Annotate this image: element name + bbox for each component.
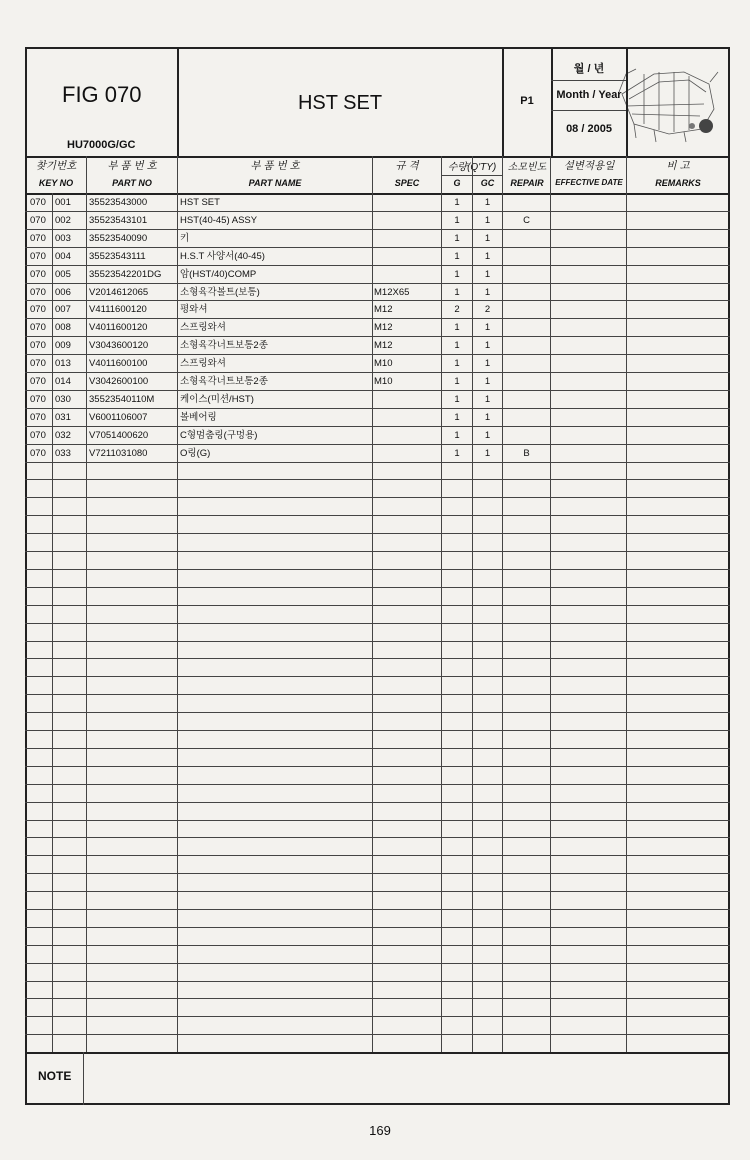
row-repair [503,409,550,426]
col-key-ko: 찾기번호 [35,160,77,172]
row-name: HST SET [180,197,220,208]
row-key: 014 [55,376,71,387]
row-repair [503,248,550,265]
row-part-no: V4011600120 [89,322,148,333]
row-repair [503,355,550,372]
row-gc: 1 [484,430,491,441]
page-code: P1 [520,95,534,107]
row-repair [503,194,550,211]
row-name: 암(HST/40)COMP [180,269,257,280]
row-fig: 070 [30,269,46,280]
row-part-no: V6001106007 [89,412,148,423]
row-repair [503,391,550,408]
row-name: C형멈춤링(구멍용) [180,430,258,441]
row-name: 스프링와셔 [180,322,226,333]
row-g: 1 [454,412,460,423]
row-fig: 070 [30,215,46,226]
row-spec: M10 [374,376,393,387]
row-name: 스프링와셔 [180,358,226,369]
row-fig: 070 [30,448,46,459]
row-gc: 1 [484,215,491,226]
row-key: 007 [55,304,71,315]
col-remarks-en: REMARKS [655,178,701,188]
page-number: 169 [369,1123,391,1138]
col-effective-ko: 설변적용일 [563,160,615,172]
row-fig: 070 [30,412,46,423]
page-title: HST SET [297,92,383,114]
row-gc: 1 [484,448,491,459]
row-fig: 070 [30,394,46,405]
row-name: 케이스(미션/HST) [180,394,254,405]
row-spec [374,212,441,229]
row-name: 키 [180,233,190,244]
row-gc: 1 [484,269,491,280]
row-key: 032 [55,430,71,441]
row-part-no: 35523543101 [89,215,148,226]
row-repair [503,284,550,301]
row-key: 008 [55,322,71,333]
col-spec-ko: 규 격 [395,160,419,172]
row-spec [374,230,441,247]
row-key: 006 [55,287,71,298]
row-fig: 070 [30,376,46,387]
model-name: HU7000G/GC [67,139,136,151]
row-name: O링(G) [180,448,211,459]
col-repair-ko: 소모빈도 [507,162,547,173]
row-g: 1 [454,394,460,405]
row-g: 1 [454,358,460,369]
row-spec [374,194,441,211]
col-remarks-ko: 비 고 [666,160,690,172]
row-gc: 1 [484,233,491,244]
col-part-no-en: PART NO [112,178,152,188]
row-repair [503,230,550,247]
row-g: 1 [454,376,460,387]
row-g: 1 [454,287,460,298]
row-part-no: V2014612065 [89,287,149,298]
row-g: 1 [454,340,460,351]
row-key: 013 [55,358,71,369]
row-gc: 1 [484,358,491,369]
row-spec: M10 [374,358,393,369]
row-name: HST(40-45) ASSY [180,215,258,226]
row-gc: 1 [484,412,491,423]
col-qty-gc: GC [480,178,495,188]
row-gc: 1 [484,322,491,333]
row-g: 1 [454,322,460,333]
row-gc: 1 [484,287,491,298]
row-fig: 070 [30,304,46,315]
col-part-no-ko: 부 품 번 호 [107,160,157,172]
row-gc: 2 [484,304,491,315]
row-key: 002 [55,215,71,226]
row-part-no: 35523540110M [89,394,155,405]
row-key: 009 [55,340,71,351]
row-key: 005 [55,269,71,280]
row-name: 평와셔 [180,304,208,315]
row-key: 031 [55,412,71,423]
harvester-illustration [614,54,722,146]
row-name: 소형육각볼트(보통) [180,287,260,298]
row-fig: 070 [30,322,46,333]
row-g: 2 [454,304,460,315]
month-year-ko: 월 / 년 [573,63,605,75]
col-part-name-en: PART NAME [248,178,302,188]
row-gc: 1 [484,376,491,387]
row-part-no: 35523543111 [89,251,146,262]
row-repair [503,319,550,336]
row-fig: 070 [30,430,46,441]
row-repair [503,301,550,318]
month-year-en: Month / Year [556,89,622,101]
row-g: 1 [454,197,460,208]
row-key: 033 [55,448,71,459]
col-key-en: KEY NO [38,178,74,188]
row-fig: 070 [30,197,46,208]
col-effective-en: EFFECTIVE DATE [555,178,623,187]
row-repair: C [523,215,530,226]
issue-date: 08 / 2005 [566,123,612,135]
row-fig: 070 [30,287,46,298]
row-spec: M12 [374,304,393,315]
row-spec [374,248,441,265]
row-key: 001 [55,197,71,208]
row-gc: 1 [484,251,491,262]
row-part-no: 35523540090 [89,233,148,244]
col-spec-en: SPEC [394,178,420,188]
row-spec [374,266,441,283]
row-part-no: V3043600120 [89,340,149,351]
row-fig: 070 [30,358,46,369]
row-g: 1 [454,430,460,441]
row-key: 030 [55,394,71,405]
row-key: 004 [55,251,71,262]
row-part-no: V7051400620 [89,430,149,441]
row-part-no: V7211031080 [89,448,148,459]
row-name: 볼베어링 [180,412,217,423]
row-gc: 1 [484,394,491,405]
row-spec [374,409,441,426]
row-name: 소형육각너트보통2종 [180,340,268,351]
row-spec: M12 [374,340,393,351]
row-name: H.S.T 사양서(40-45) [180,251,265,262]
row-fig: 070 [30,251,46,262]
row-repair [503,373,550,390]
row-fig: 070 [30,233,46,244]
row-g: 1 [454,251,460,262]
row-g: 1 [454,448,460,459]
row-spec [374,445,441,462]
col-qty-g: G [453,178,461,188]
row-gc: 1 [484,340,491,351]
row-part-no: 35523543000 [89,197,148,208]
row-gc: 1 [484,197,491,208]
row-g: 1 [454,233,460,244]
row-repair [503,427,550,444]
col-part-name-ko: 부 품 번 호 [250,160,300,172]
note-label: NOTE [38,1069,72,1083]
row-key: 003 [55,233,71,244]
row-name: 소형육각너트보통2종 [180,376,268,387]
col-qty-ko: 수량(Q'TY) [447,162,497,173]
row-spec [374,427,441,444]
row-part-no: V4111600120 [89,304,147,315]
fig-number: FIG 070 [62,82,142,107]
row-part-no: V4011600100 [89,358,148,369]
row-part-no: 35523542201DG [89,269,162,280]
row-part-no: V3042600100 [89,376,149,387]
row-repair [503,337,550,354]
row-repair [503,266,550,283]
row-g: 1 [454,269,460,280]
row-g: 1 [454,215,460,226]
row-repair: B [523,448,530,459]
row-spec: M12X65 [374,287,410,298]
row-fig: 070 [30,340,46,351]
row-spec [374,391,441,408]
row-spec: M12 [374,322,393,333]
col-repair-en: REPAIR [510,178,544,188]
